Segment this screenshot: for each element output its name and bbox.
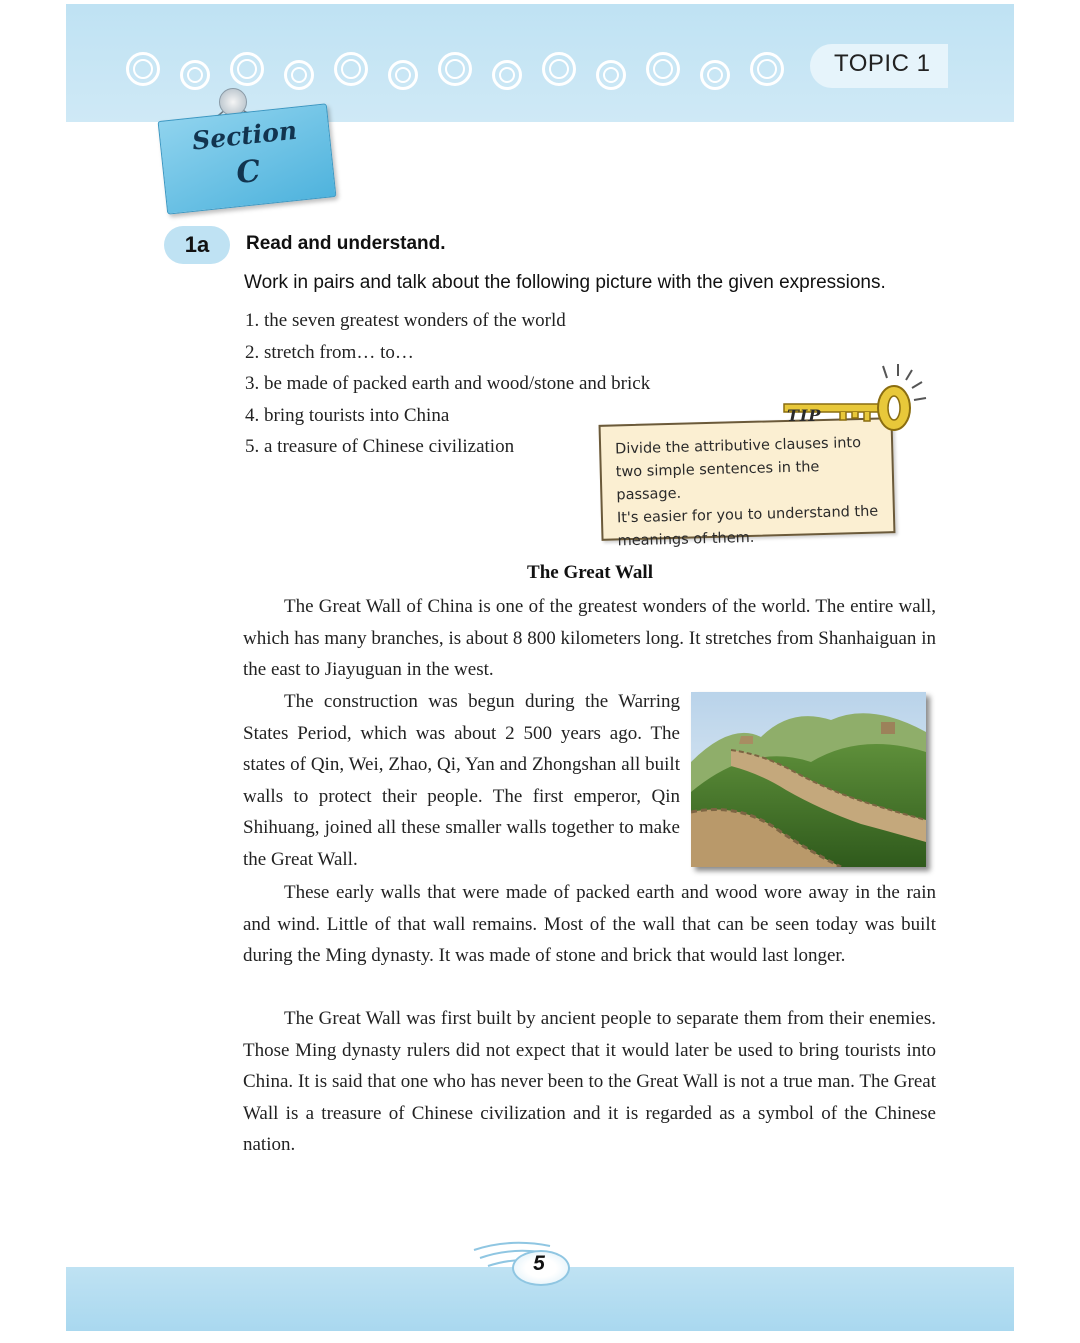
- ring-icon: [542, 52, 576, 86]
- tip-line: meanings of them.: [617, 529, 755, 550]
- expression-item: 5. a treasure of Chinese civilization: [245, 436, 515, 457]
- activity-instruction: Work in pairs and talk about the following picture with the given expressions.: [244, 272, 886, 293]
- ring-icon: [230, 52, 264, 86]
- article-title: The Great Wall: [527, 562, 653, 583]
- expression-list: [245, 307, 650, 465]
- tip-line: It's easier for you to understand the: [616, 503, 879, 527]
- ring-icon: [126, 52, 160, 86]
- ring-icon: [334, 52, 368, 86]
- ring-icon: [438, 52, 472, 86]
- article-paragraph: The construction was begun during the Warring States Period, which was about 2 500 years ago. The states of Qin, Wei, Zhao, Qi, Yan and Zhongshan all built walls to protect their people. The first emperor, Qin Shihuang, joined all these smaller walls together to make the Great Wall.: [243, 691, 680, 870]
- section-word: Section: [190, 115, 299, 156]
- section-sign: [158, 103, 337, 214]
- great-wall-photo: [691, 692, 926, 867]
- section-letter: C: [234, 153, 263, 192]
- decorative-ring-row: [126, 52, 806, 92]
- expression-item: 1. the seven greatest wonders of the world: [245, 310, 566, 331]
- article-paragraph: These early walls that were made of packed earth and wood wore away in the rain and wind. Little of that wall remains. Most of the wall that can be seen today was built during the Ming dynasty. It was made of stone and brick that would last longer.: [243, 882, 936, 967]
- article-paragraph: The Great Wall of China is one of the greatest wonders of the world. The entire wall, which has many branches, is about 8 800 kilometers long. It stretches from Shanhaiguan in the east to Jiayuguan in the west.: [243, 596, 936, 681]
- ring-icon: [492, 60, 522, 90]
- ring-icon: [700, 60, 730, 90]
- ring-icon: [388, 60, 418, 90]
- expression-item: 2. stretch from… to…: [245, 341, 414, 363]
- tip-line: two simple sentences in the passage.: [615, 459, 820, 504]
- ring-icon: [750, 52, 784, 86]
- tip-text: [615, 431, 888, 553]
- page-number: 5: [533, 1252, 545, 1275]
- ring-icon: [646, 52, 680, 86]
- article-paragraph: The Great Wall was first built by ancient people to separate them from their enemies. Those Ming dynasty rulers did not expect that it would later be used to bring tourists into China. It is said that one who has never been to the Great Wall is not a true man. The Great Wall is a treasure of Chinese civilization and it is regarded as a symbol of the Chinese nation.: [243, 1008, 936, 1156]
- ring-icon: [284, 60, 314, 90]
- expression-item: 4. bring tourists into China: [245, 404, 450, 426]
- expression-item: 3. be made of packed earth and wood/stone and brick: [245, 373, 651, 394]
- key-icon: [780, 360, 930, 440]
- activity-badge: 1a: [164, 226, 230, 264]
- great-wall-illustration: [691, 692, 926, 867]
- activity-title: Read and understand.: [246, 233, 446, 254]
- topic-label: TOPIC 1: [834, 50, 931, 77]
- tip-label: TIP: [787, 406, 822, 425]
- ring-icon: [180, 60, 210, 90]
- ring-icon: [596, 60, 626, 90]
- tip-line: Divide the attributive clauses into: [614, 435, 862, 458]
